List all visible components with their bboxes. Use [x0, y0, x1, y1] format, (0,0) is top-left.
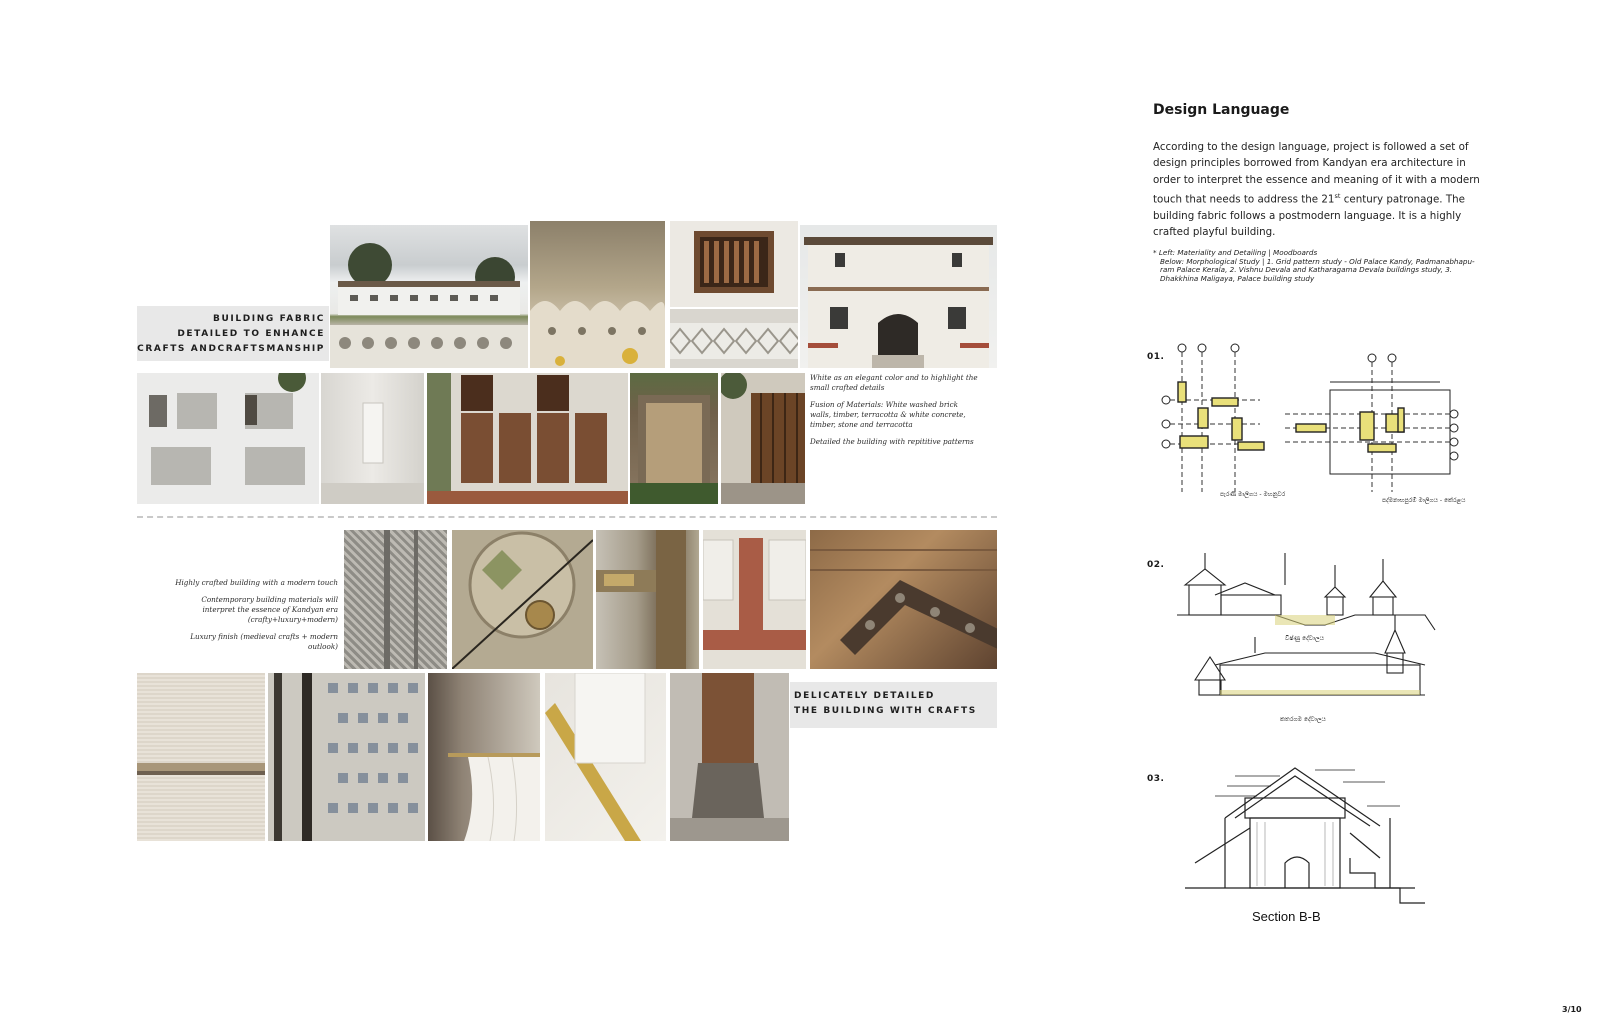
- label-building-fabric: BUILDING FABRIC DETAILED TO ENHANCE CRAFTS ANDCRAFTSMANSHIP: [137, 306, 329, 361]
- sketch-02-caption-b: කතරගම දේවාලය: [1280, 716, 1326, 723]
- section-caption: Section B-B: [1252, 909, 1321, 924]
- photo-brass-pillar: [596, 530, 699, 669]
- sketch-01-caption-a: පැරණි මාලිගය - මහනුවර: [1220, 491, 1286, 498]
- photo-carved-timber-bracket: [810, 530, 997, 669]
- photo-timber-pavilion: [721, 373, 805, 504]
- photo-diamond-lattice: [670, 309, 798, 368]
- sketch-section-b-b: [1185, 758, 1455, 918]
- study-number-01: 01.: [1147, 352, 1165, 362]
- sketch-grid-pattern-study: [1160, 342, 1480, 514]
- handwritten-notes-left: Highly crafted building with a modern touch Contemporary building materials will interpret the essence of Kandyan era (crafty+luxury+modern) Luxury finish (medieval crafts + modern outlook): [175, 578, 338, 651]
- photo-brass-floor-strip: [545, 673, 666, 841]
- study-number-03: 03.: [1147, 774, 1165, 784]
- photo-silver-carved-panel: [344, 530, 447, 669]
- photo-timber-post-stone-base: [670, 673, 789, 841]
- photo-timber-lattice-screens: [427, 373, 628, 504]
- photo-terracotta-wall: [703, 530, 806, 669]
- handwritten-notes-right: White as an elegant color and to highlight the small crafted details Fusion of Materials: White washed brick walls, timber, terracotta & white concrete, timber, stone and terracotta Detailed the building with repititive patterns: [810, 373, 978, 446]
- photo-stone-wall-plants: [630, 373, 718, 504]
- photo-textured-plaster-rail: [137, 673, 265, 841]
- design-language-title: Design Language: [1153, 102, 1290, 118]
- photo-scalloped-wall-tree: [530, 221, 665, 368]
- sketch-devala-section-study: [1175, 545, 1445, 730]
- design-language-footnote: * Left: Materiality and Detailing | Moodboards Below: Morphological Study | 1. Grid pattern study - Old Palace Kandy, Padmanabhapu-ram Palace Kerala, 2. Vishnu Devala and Katharagama Devala buildings study, 3. Dhakkhina Maligaya, Palace building study: [1153, 248, 1475, 283]
- label-delicately-detailed: DELICATELY DETAILED THE BUILDING WITH CRAFTS: [790, 682, 997, 728]
- photo-white-plaster-niche: [321, 373, 424, 504]
- photo-white-brick-screen: [137, 373, 319, 504]
- photo-timber-window: [670, 221, 798, 307]
- moodboard-divider: [137, 516, 997, 518]
- photo-palace-lattice-wall: [330, 225, 528, 368]
- photo-linen-curtain: [428, 673, 540, 841]
- study-number-02: 02.: [1147, 560, 1165, 570]
- design-language-body: According to the design language, project is followed a set of design principles borrowed from Kandyan era architecture in order to interpret the essence and meaning of it with a modern touch that needs to address the 21st century patronage. The building fabric follows a postmodern language. It is a highly crafted playful building.: [1153, 141, 1480, 239]
- sketch-02-caption-a: විෂ්ණු දේවාලය: [1285, 635, 1324, 642]
- photo-white-palace-facade: [800, 225, 997, 368]
- sketch-01-caption-b: පද්මනාභපුරම් මාලිගය - කේරළය: [1382, 497, 1466, 504]
- page-number: 3/10: [1562, 1005, 1582, 1014]
- photo-glass-tile-screen: [268, 673, 425, 841]
- photo-brass-door-knob: [452, 530, 593, 669]
